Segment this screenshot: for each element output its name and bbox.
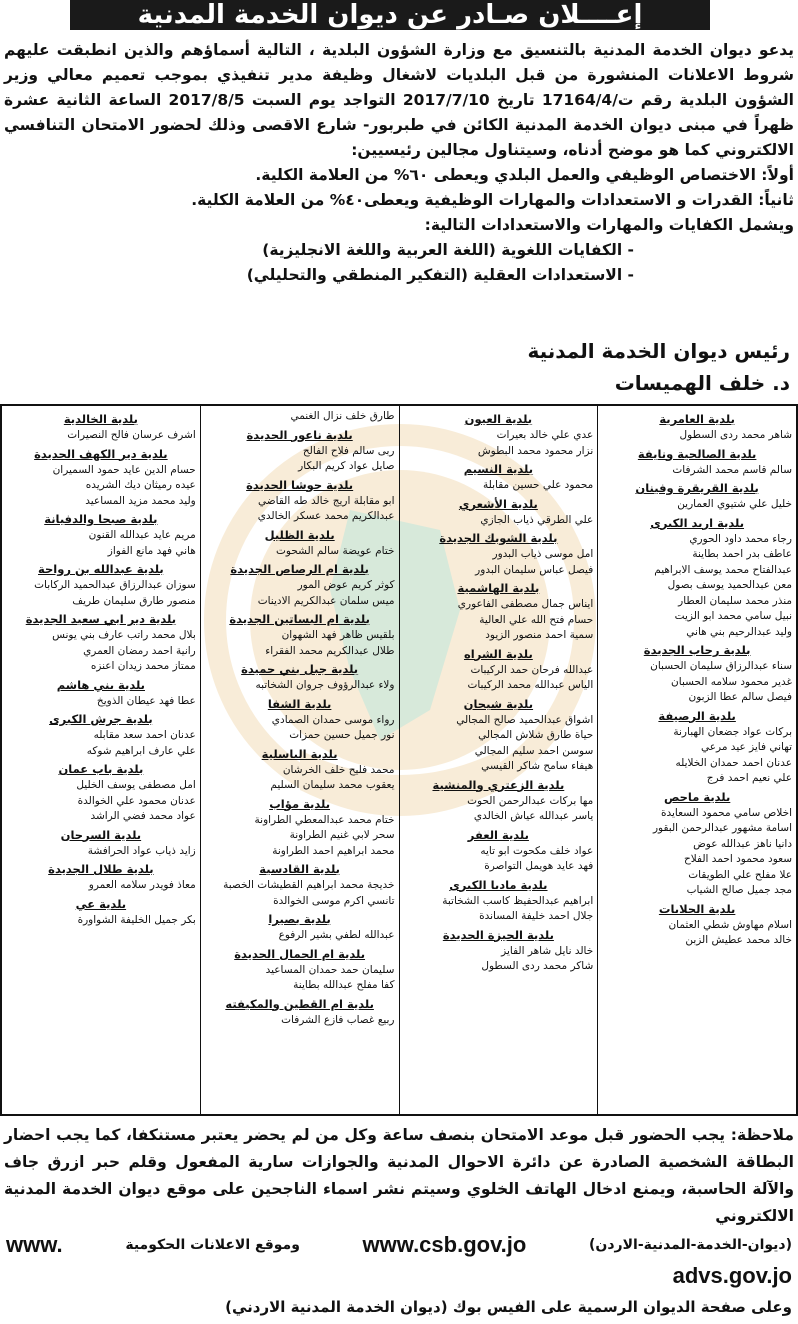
candidate-name: اشواق عبدالحميد صالح المجالي bbox=[456, 713, 594, 726]
candidate-name: رواء موسى حمدان الصمادي bbox=[271, 713, 395, 726]
candidate-name: مها بركات عبدالرحمن الحوت bbox=[467, 794, 594, 807]
municipality-title: بلدية الظليل bbox=[264, 527, 335, 542]
gov-ads-link-start[interactable]: www. bbox=[6, 1232, 63, 1257]
candidate-name: اخلاص سامي محمود السعايدة bbox=[660, 806, 792, 819]
candidate-name: فيصل سالم عطا الزبون bbox=[688, 691, 792, 703]
candidate-name: ربى سالم فلاح الفالح bbox=[302, 444, 395, 457]
candidate-name: سعود محمود احمد الفلاح bbox=[683, 853, 792, 865]
municipality-title: بلدية القريقرة وفينان bbox=[635, 481, 759, 495]
candidate-name: مجد جميل صالح الشياب bbox=[686, 884, 792, 896]
candidate-name: رجاء محمد داود الحوري bbox=[689, 532, 792, 545]
candidate-name: علي الطرقي ذياب الجازي bbox=[480, 513, 594, 526]
municipality-title: بلدية الخالدية bbox=[63, 412, 138, 426]
candidate-name: فيصل عباس سليمان البدور bbox=[475, 563, 594, 576]
municipality-title: بلدية الصالحية ونايفة bbox=[637, 446, 757, 461]
candidate-name: سوزان عبدالرزاق عبدالحميد الركابات bbox=[34, 579, 196, 591]
candidate-name: نزار محمود محمد البطوش bbox=[477, 444, 594, 457]
candidate-name: جلال احمد خليفة المساندة bbox=[479, 910, 594, 922]
candidate-name: عبدالفتاح محمد يوسف الابراهيم bbox=[654, 563, 792, 576]
candidate-name: ختام عويضة سالم الشحوت bbox=[276, 544, 395, 557]
municipality-title: بلدية بني هاشم bbox=[56, 677, 145, 692]
municipality-title: بلدية دير الكهف الجديدة bbox=[34, 446, 168, 461]
candidate-name: محمد ابراهيم احمد الطراونة bbox=[272, 844, 395, 857]
candidate-name: سوسن احمد سليم المجالي bbox=[474, 744, 594, 757]
signature-name: د. خلف الهميسات bbox=[614, 371, 790, 395]
municipality-title: بلدية باب عمان bbox=[58, 762, 144, 776]
municipality-column bbox=[2, 406, 200, 1114]
municipality-title: بلدية ام الرصاص الجديدة bbox=[230, 562, 369, 576]
candidate-name: طارق خلف نزال الغنمي bbox=[290, 410, 395, 422]
links-row bbox=[6, 1229, 792, 1261]
candidate-name: كفا مفلح عبدالله بطاينة bbox=[293, 979, 395, 991]
candidate-name: وليد محمد مزيد المساعيد bbox=[85, 494, 196, 507]
candidate-name: سليمان حمد حمدان المساعيد bbox=[265, 963, 395, 976]
municipality-title: بلدية صبحا والدفيانة bbox=[44, 512, 158, 526]
municipality-column bbox=[597, 406, 796, 1114]
candidate-name: ممتاز محمد زيدان اعنزه bbox=[90, 660, 196, 672]
candidate-name: دانيا ناهز عبدالله عوض bbox=[693, 837, 792, 850]
municipality-title: بلدية العامرية bbox=[659, 412, 735, 426]
candidate-name: هيفاء سامح شاكر القيسي bbox=[481, 760, 594, 772]
candidate-name: عيده رميثان ديك الشريده bbox=[85, 479, 196, 491]
candidate-name: تهاني فايز عيد مرعي bbox=[701, 741, 792, 753]
candidate-name: هاني فهد مانع الفواز bbox=[107, 544, 196, 557]
candidate-name: شاهر محمد ردى السطول bbox=[679, 429, 792, 441]
candidate-name: رانية احمد رمضان العمري bbox=[83, 644, 196, 657]
municipality-title: بلدية الزعتري والمنشية bbox=[432, 777, 565, 792]
candidate-name: سحر لابي غنيم الطراونة bbox=[289, 829, 395, 841]
candidate-name: كوثر كريم عوض المور bbox=[297, 579, 395, 591]
municipality-title: بلدية ام الجمال الجديدة bbox=[234, 946, 366, 961]
candidate-name: عطا فهد عيطان الذويخ bbox=[96, 694, 196, 707]
second-criterion: ثانياً: القدرات و الاستعدادات والمهارات الوظيفية ويعطى٤٠% من العلامة الكلية. bbox=[191, 191, 794, 209]
municipality-title: بلدية القادسية bbox=[259, 862, 340, 876]
municipality-title: بلدية ماحص bbox=[663, 789, 731, 804]
candidate-name: علي عارف ابراهيم شوكه bbox=[86, 744, 196, 757]
municipality-title: بلدية اربد الكبرى bbox=[650, 515, 745, 530]
candidate-name: علا مفلح علي الطويقات bbox=[688, 868, 792, 881]
municipality-title: بلدية الشراه bbox=[463, 646, 533, 661]
gov-ads-label: وموقع الاعلانات الحكومية bbox=[125, 1237, 300, 1253]
candidate-name: طلال عبدالكريم محمد الفقراء bbox=[265, 644, 395, 657]
candidate-name: امل موسى ذياب البدور bbox=[492, 548, 594, 560]
candidate-name: تانسي اكرم موسى الخوالدة bbox=[273, 894, 395, 907]
attendance-note: ملاحظة: يجب الحضور قبل موعد الامتحان بنصف ساعة وكل من لم يحضر يعتبر مستنكفا، كما يجب احضار البطاقة الشخصية الصادرة عن دائرة الاحوال المدنية والجوازات سارية المفعول وقلم حبر ازرق جاف والآلة الحاسبة، ويمنع ادخال الهاتف الخلوي وسيتم نشر اسماء الناجحين على موقع ديوان الخدمة المدنية الالكتروني bbox=[4, 1126, 794, 1225]
candidate-name: ربيع غصاب فازع الشرفات bbox=[281, 1013, 395, 1026]
candidate-name: ختام محمد عبدالمعطي الطراونة bbox=[254, 813, 395, 826]
municipality-title: بلدية الجيزة الجديدة bbox=[442, 927, 554, 942]
municipality-title: بلدية الباسلية bbox=[261, 746, 338, 761]
skill-item: - الكفايات اللغوية (اللغة العربية واللغة الانجليزية) bbox=[262, 241, 634, 259]
candidate-name: بلقيس ظاهر فهد الشهوان bbox=[281, 629, 395, 641]
csb-website-link[interactable]: www.csb.gov.jo bbox=[362, 1232, 527, 1257]
candidate-name: بركات عواد جضعان الهبارنة bbox=[673, 725, 792, 738]
municipality-title: بلدية الرصيفة bbox=[658, 708, 736, 723]
candidate-name: ايناس جمال مصطفى الفاعوري bbox=[457, 598, 594, 610]
announcement-banner: إعــــلان صـادر عن ديوان الخدمة المدنية bbox=[70, 0, 710, 30]
candidate-name: ابراهيم عبدالحفيظ كاسب الشخاتبة bbox=[442, 894, 594, 907]
skill-item: - الاستعدادات العقلية (التفكير المنطقي والتحليلي) bbox=[246, 266, 634, 284]
candidate-name: عبدالله لطفي بشير الرفوع bbox=[278, 929, 395, 941]
candidate-name: زايد ذياب عواد الحرافشة bbox=[87, 844, 196, 857]
municipality-title: بلدية الأشعري bbox=[458, 496, 538, 511]
candidate-name: عدنان محمود علي الخوالدة bbox=[77, 794, 196, 807]
candidate-name: بلال محمد راتب عارف بني يونس bbox=[52, 629, 196, 641]
skills-list bbox=[4, 238, 794, 288]
candidate-name: سالم قاسم محمد الشرفات bbox=[672, 463, 792, 476]
municipality-title: بلدية مؤاب bbox=[269, 796, 331, 811]
candidate-name: علي نعيم احمد فرج bbox=[706, 772, 792, 784]
candidate-name: حسام الدين عايد حمود السميران bbox=[52, 463, 196, 476]
candidate-name: عدنان احمد حمدان الخلايله bbox=[675, 756, 792, 769]
includes-line: ويشمل الكفايات والمهارات والاستعدادات التالية: bbox=[424, 216, 794, 234]
candidate-name: خالد محمد عطيش الزبن bbox=[685, 934, 792, 946]
candidate-name: سمية احمد منصور الزيود bbox=[485, 629, 594, 641]
candidate-name: وليد عبدالرحيم بني هاني bbox=[686, 625, 792, 638]
facebook-page-line: وعلى صفحة الديوان الرسمية على الفيس بوك (ديوان الخدمة المدنية الاردني) bbox=[225, 1298, 792, 1316]
signature-role: رئيس ديوان الخدمة المدنية bbox=[527, 339, 790, 363]
municipality-title: بلدية السرحان bbox=[60, 827, 142, 842]
municipality-title: بلدية ام القطين والمكيفته bbox=[225, 996, 374, 1011]
candidate-name: شاكر محمد ردى السطول bbox=[481, 960, 594, 972]
candidate-name: ميس سلمان عبدالكريم الادينات bbox=[257, 594, 395, 607]
municipality-title: بلدية طلال الجديدة bbox=[48, 862, 154, 876]
candidate-name: خليل علي شتيوي العمارين bbox=[677, 498, 792, 510]
municipality-title: بلدية العفر bbox=[467, 827, 529, 842]
candidate-name: عدي علي خالد بعيرات bbox=[496, 429, 594, 441]
candidate-name: معن عبدالحميد يوسف بصول bbox=[667, 579, 792, 591]
site-label: (ديوان-الخدمة-المدنية-الاردن) bbox=[589, 1237, 792, 1253]
municipality-column bbox=[200, 406, 399, 1114]
candidate-name: ياسر عبدالله عياش الخالدي bbox=[473, 810, 594, 822]
candidate-name: عبدالكريم محمد عسكر الخالدي bbox=[257, 510, 395, 522]
candidate-name: منصور طارق سليمان طريف bbox=[72, 594, 196, 607]
municipality-title: بلدية ام البساتين الجديدة bbox=[229, 612, 370, 626]
candidate-name: عواد محمد فضي الراشد bbox=[90, 810, 196, 822]
municipality-title: بلدية الحلابات bbox=[658, 901, 736, 916]
candidate-name: ولاء عبدالرؤوف جروان الشخاتبه bbox=[255, 679, 395, 691]
candidate-name: صايل عواد كريم البكار bbox=[298, 460, 395, 472]
candidate-name: يعقوب محمد سليمان السليم bbox=[270, 779, 395, 791]
candidate-name: مريم عايد عبدالله القنون bbox=[88, 529, 196, 541]
candidate-name: محمد فليح خلف الخرشان bbox=[282, 763, 395, 776]
candidate-name: حسام فتح الله علي العالية bbox=[479, 613, 594, 626]
candidate-name: نور جميل حسين حمزات bbox=[289, 729, 395, 741]
candidates-table bbox=[0, 404, 798, 1116]
candidate-name: غدير محمود سلامه الحسبان bbox=[671, 675, 792, 688]
candidate-name: عاطف بدر احمد بطاينة bbox=[692, 548, 792, 560]
municipality-title: بلدية رحاب الجديدة bbox=[643, 643, 751, 657]
municipality-title: بلدية العيون bbox=[464, 412, 533, 426]
municipality-title: بلدية ناعور الجديدة bbox=[246, 427, 353, 442]
candidate-name: اشرف عرسان فالح النصيرات bbox=[67, 429, 196, 441]
municipality-title: بلدية عي bbox=[75, 896, 127, 911]
municipality-title: بلدية عبدالله بن رواحة bbox=[38, 562, 164, 576]
candidate-name: نبيل سامي محمد ابو الزيت bbox=[674, 610, 792, 622]
candidate-name: معاذ فويدر سلامه العمرو bbox=[88, 879, 196, 891]
candidate-name: امل مصطفى يوسف الخليل bbox=[76, 779, 196, 791]
municipality-column bbox=[399, 406, 598, 1114]
municipality-title: بلدية الهاشمية bbox=[457, 581, 540, 595]
municipality-title: بلدية الشوبك الجديدة bbox=[439, 531, 558, 545]
candidate-name: سناء عبدالرزاق سليمان الحسبان bbox=[650, 660, 792, 672]
municipality-title: بلدية مادبا الكبرى bbox=[449, 877, 548, 892]
candidate-name: اسلام مهاوش شطي العثمان bbox=[668, 918, 792, 931]
candidate-name: بكر جميل الخليفة الشواورة bbox=[77, 913, 196, 926]
candidate-name: خالد نايل شاهر الفايز bbox=[501, 944, 594, 957]
candidate-name: عواد خلف مكحوت ابو تايه bbox=[480, 844, 594, 857]
candidate-name: خديجة محمد ابراهيم القطيشات الخصبة bbox=[223, 879, 395, 891]
municipality-title: بلدية بصيرا bbox=[268, 912, 331, 926]
candidate-name: محمود علي حسين مقابلة bbox=[482, 479, 594, 491]
municipality-title: بلدية حوشا الجديدة bbox=[246, 477, 354, 492]
gov-ads-link[interactable]: advs.gov.jo bbox=[672, 1263, 792, 1288]
municipality-title: بلدية شيحان bbox=[463, 696, 534, 711]
candidate-name: عدنان احمد سعد مقابله bbox=[93, 729, 196, 741]
intro-paragraph: يدعو ديوان الخدمة المدنية بالتنسيق مع وزارة الشؤون البلدية ، التالية أسماؤهم والذين انطبقت عليهم شروط الاعلانات المنشورة من قبل البلديات لاشغال وظيفة مدير تنفيذي بموجب تعميم معالي وزير الشؤون البلدية رقم ت/17164/4 تاريخ 2017/7/10 التواجد يوم السبت 2017/8/5 الساعة الثانية عشرة ظهراً في مبنى ديوان الخدمة المدنية الكائن في طبربور- شارع الاقصى وذلك لحضور الامتحان التنافسي الالكتروني كما هو موضح أدناه، وسيتناول مجالين رئيسيين: bbox=[4, 41, 794, 159]
candidate-name: فهد عايد هويمل التواصرة bbox=[484, 860, 594, 872]
candidate-name: الياس عبدالله محمد الركيبات bbox=[467, 679, 594, 691]
municipality-title: بلدية النسيم bbox=[463, 462, 534, 476]
intro-section bbox=[4, 38, 794, 288]
municipality-title: بلدية جرش الكبرى bbox=[49, 712, 153, 726]
municipality-title: بلدية جبل بني حميدة bbox=[241, 662, 359, 676]
candidate-name: حياة طارق شلاش المجالي bbox=[478, 729, 594, 741]
candidate-name: عبدالله فرحان حمد الركيبات bbox=[470, 663, 594, 676]
candidate-name: منذر محمد سليمان العطار bbox=[678, 594, 792, 607]
first-criterion: أولاً: الاختصاص الوظيفي والعمل البلدي ويعطى ٦٠% من العلامة الكلية. bbox=[255, 166, 794, 184]
candidate-name: ابو مقابلة اريج خالد طه القاضي bbox=[258, 494, 395, 507]
municipality-title: بلدية الشفا bbox=[267, 696, 332, 711]
municipality-title: بلدية دير ابي سعيد الجديدة bbox=[25, 612, 177, 626]
candidate-name: اسامة مشهور عبدالرحمن البقور bbox=[652, 822, 792, 834]
